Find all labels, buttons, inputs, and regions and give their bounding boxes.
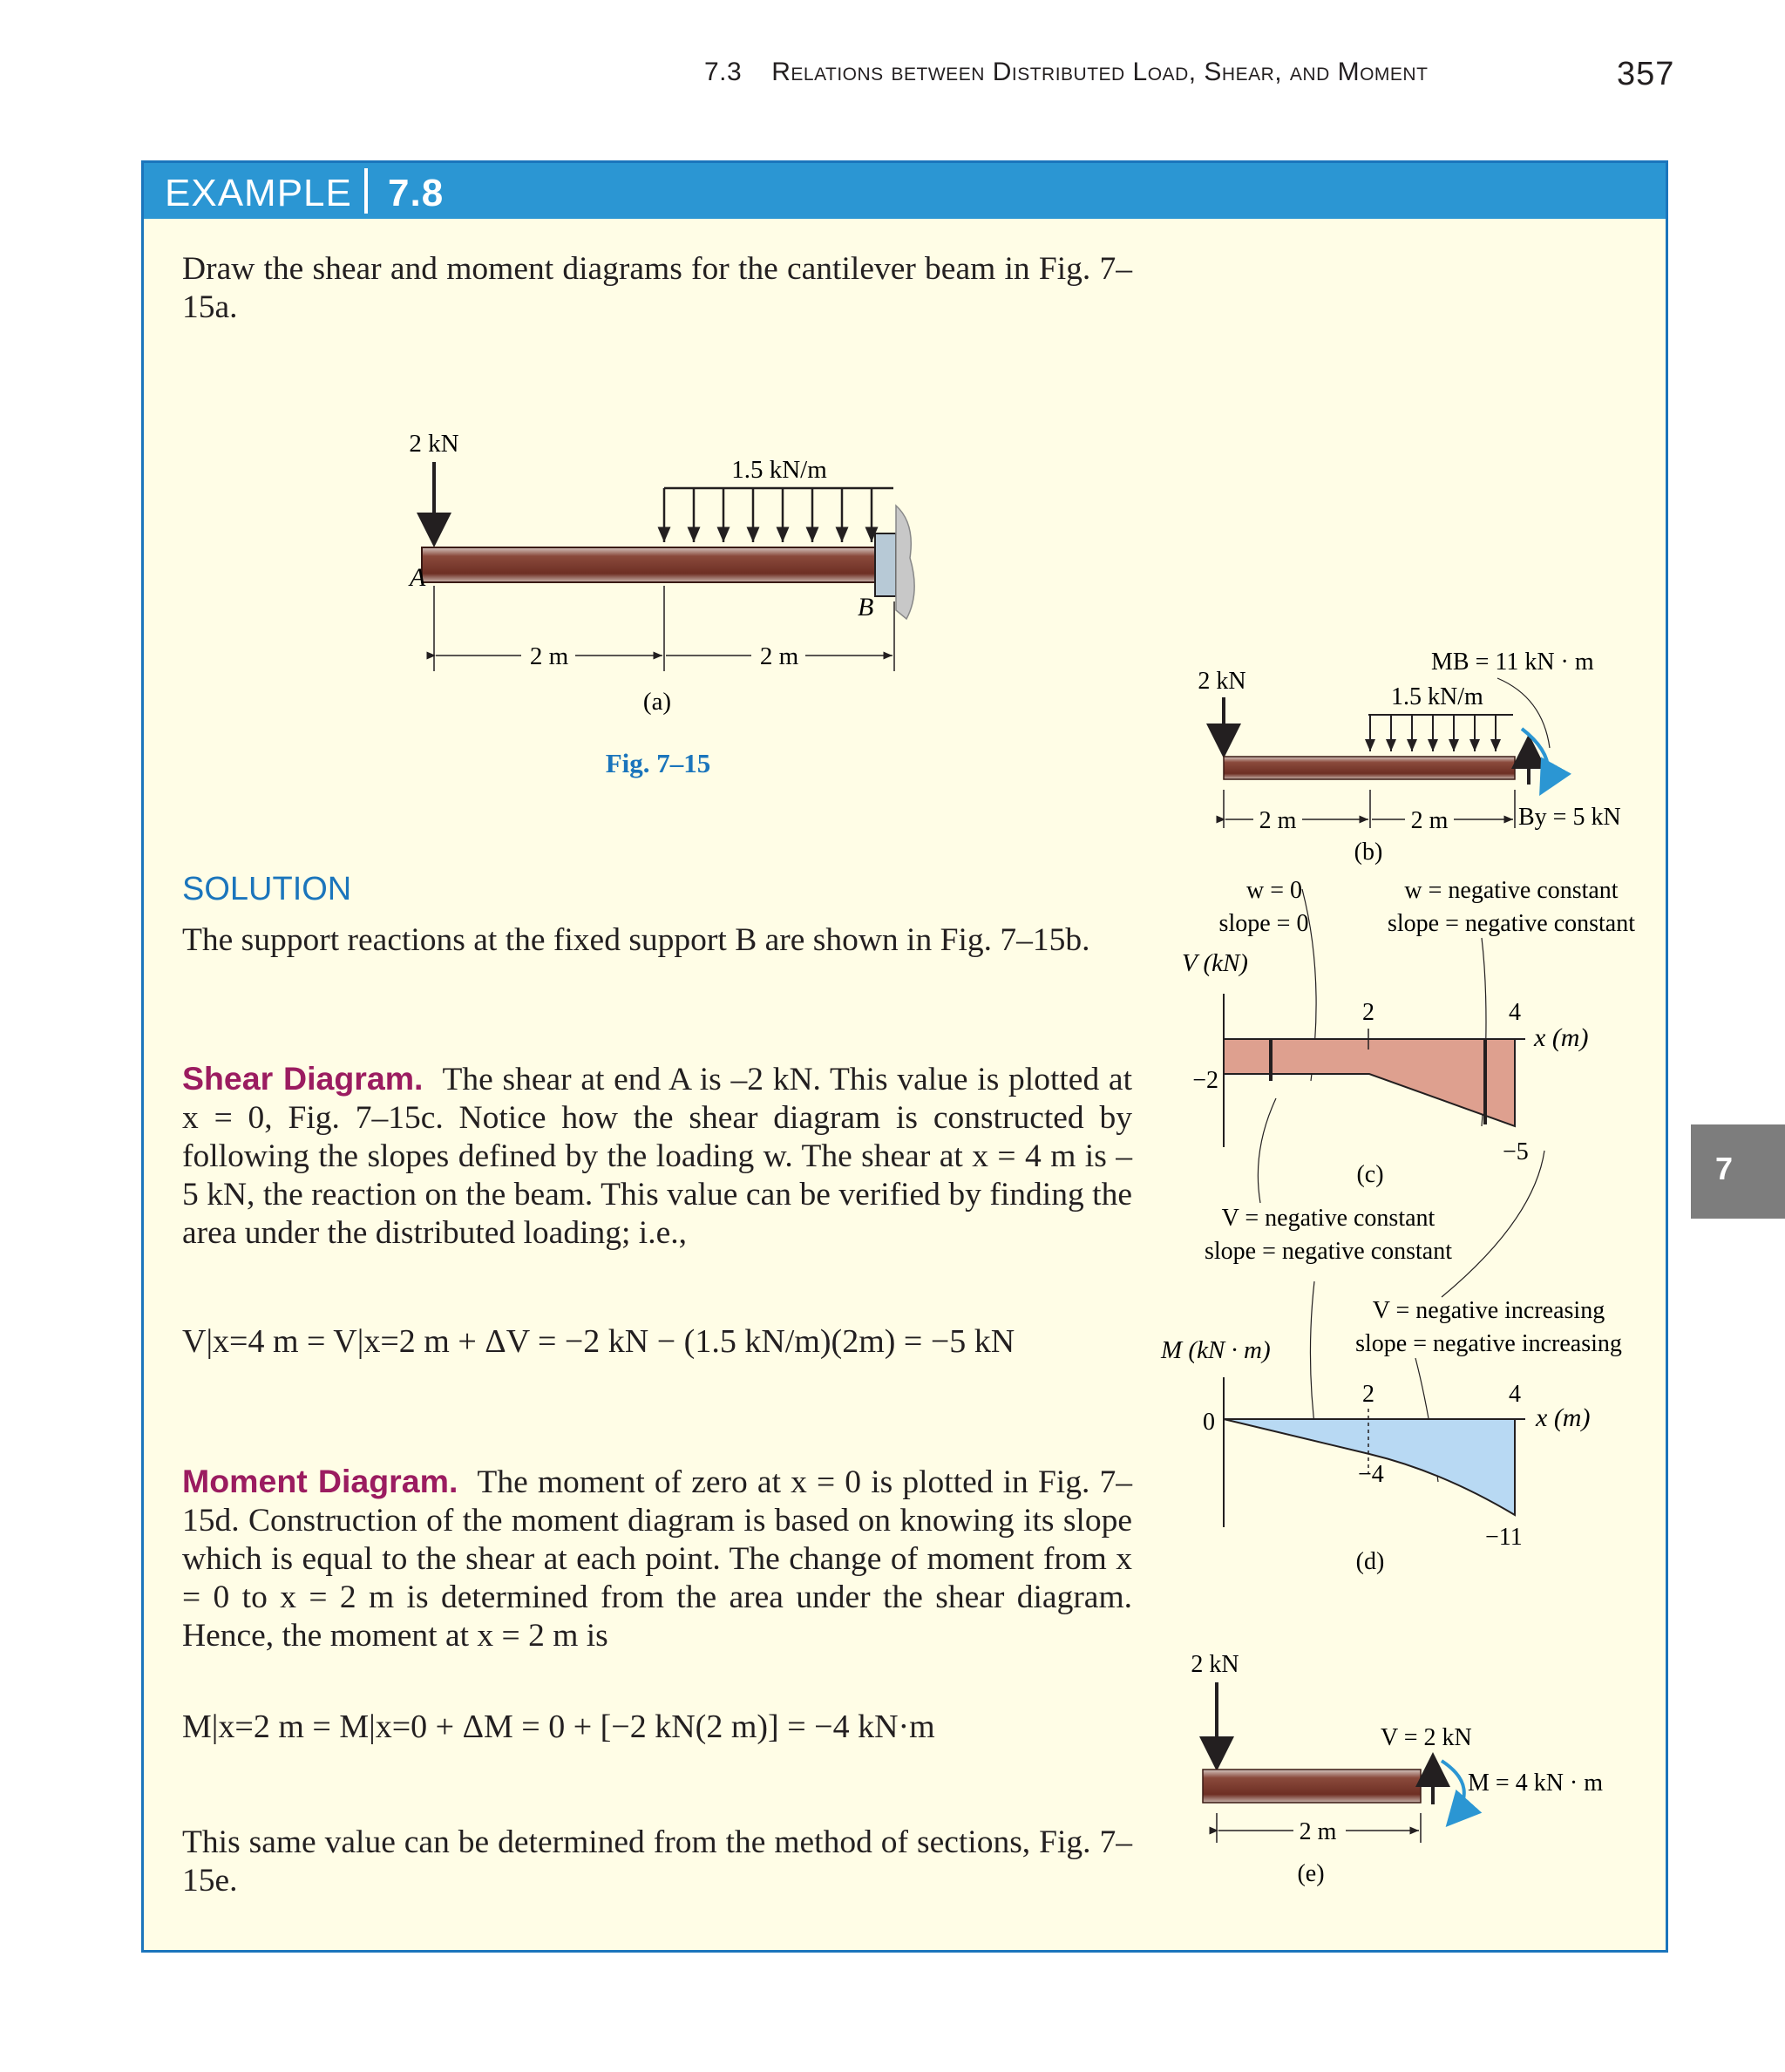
figure-b: [1198, 649, 1620, 866]
fig-e-moment-arrow: [1442, 1761, 1464, 1822]
closing-text: This same value can be determined from the method of sections, Fig. 7–15e.: [182, 1824, 1132, 1899]
chapter-number: 7: [1715, 1151, 1734, 1186]
annot-slope-zero: slope = 0: [1218, 910, 1309, 937]
problem-statement: Draw the shear and moment diagrams for the cantilever beam in Fig. 7–15a.: [182, 251, 1132, 325]
annot-v-negative-constant: V = negative constant: [1221, 1205, 1435, 1232]
fig-e-dim: 2 m: [1299, 1818, 1337, 1845]
equation-shear: V|x=4 m = V|x=2 m + ΔV = −2 kN − (1.5 kN/m)(2m) = −5 kN: [182, 1323, 1015, 1360]
fig-b-point-load-label: 2 kN: [1198, 668, 1246, 695]
fig-b-reaction-label: By = 5 kN: [1518, 804, 1621, 831]
annot-slope-negative: slope = negative constant: [1387, 910, 1636, 937]
fig-c-value-minus2: −2: [1192, 1067, 1218, 1094]
fig-a-dist-load-arrows: [664, 488, 872, 542]
fig-c-ylabel: V (kN): [1182, 949, 1248, 977]
fig-e-beam-segment: [1203, 1770, 1421, 1803]
fig-b-moment-leader: [1497, 678, 1550, 748]
fig-a-caption: (a): [642, 688, 672, 716]
fig-a-dim2: 2 m: [759, 642, 799, 670]
solution-label: SOLUTION: [182, 871, 352, 907]
fig-b-dim2: 2 m: [1410, 807, 1449, 834]
fig-b-dist-load-label: 1.5 kN/m: [1391, 683, 1483, 710]
shear-diagram-area: [1224, 1039, 1515, 1126]
fig-a-dist-load-label: 1.5 kN/m: [731, 456, 827, 484]
section-number: 7.3: [704, 58, 743, 86]
shear-heading: Shear Diagram.: [182, 1060, 424, 1097]
annot-v-negative-increasing: V = negative increasing: [1372, 1297, 1605, 1324]
moment-heading: Moment Diagram.: [182, 1463, 458, 1499]
figure-e-section: [1191, 1651, 1603, 1887]
fig-a-label-b: B: [858, 593, 874, 622]
figure-c-shear: [1182, 949, 1588, 1188]
fig-d-xlabel: x (m): [1536, 1403, 1591, 1432]
annot-w-zero: w = 0: [1245, 877, 1303, 904]
moment-text: The moment of zero at x = 0 is plotted in Fig. 7–15d. Construction of the moment diagram is based on knowing its slope which is equal to the shear at each point. The change of moment from x = 0 to x = 2 m is determined from the area under the shear diagram. Hence, the moment at x = 2 m is: [182, 1464, 1132, 1654]
fig-c-tick2-label: 2: [1362, 999, 1374, 1026]
fig-e-shear-label: V = 2 kN: [1381, 1724, 1472, 1751]
fig-d-tick2-label: 2: [1362, 1381, 1374, 1408]
fig-a-dim1: 2 m: [529, 642, 569, 670]
fig-d-value-minus11: −11: [1485, 1524, 1523, 1551]
shear-text: The shear at end A is –2 kN. This value is plotted at x = 0, Fig. 7–15c. Notice how the shear diagram is constructed by following the slopes defined by the loading w. The shear at x = 4 m is –5 kN, the reaction on the beam. This value can be verified by finding the area under the distributed loading; i.e.,: [182, 1062, 1132, 1251]
fig-a-label-a: A: [410, 563, 426, 592]
fig-b-moment-label: MB = 11 kN · m: [1431, 649, 1594, 676]
fig-b-moment-arrow: [1522, 729, 1548, 790]
fig-c-value-minus5: −5: [1503, 1138, 1529, 1165]
figure-d-moment: [1160, 1336, 1590, 1575]
fig-b-caption: (b): [1354, 839, 1383, 866]
solution-text: The support reactions at the fixed support B are shown in Fig. 7–15b.: [182, 922, 1090, 958]
annot-slope-negative-increasing: slope = negative increasing: [1355, 1330, 1622, 1357]
fig-b-dist-load-arrows: [1370, 715, 1496, 751]
fig-d-caption: (d): [1355, 1548, 1385, 1575]
annotation-leaders: [1258, 889, 1544, 1482]
fig-e-caption: (e): [1297, 1860, 1325, 1887]
fig-d-value-minus4: −4: [1358, 1461, 1384, 1488]
example-word: EXAMPLE: [165, 172, 352, 214]
fig-b-dim1: 2 m: [1259, 807, 1297, 834]
example-number: 7.8: [388, 172, 445, 214]
fig-a-point-load-label: 2 kN: [409, 430, 459, 458]
fig-c-xlabel: x (m): [1534, 1023, 1589, 1052]
figure-label: Fig. 7–15: [605, 748, 711, 778]
fig-d-value-zero: 0: [1203, 1409, 1215, 1436]
section-title: Relations between Distributed Load, Shear, and Moment: [771, 58, 1429, 86]
fig-a-wall: [896, 506, 914, 619]
fig-c-caption: (c): [1356, 1161, 1384, 1188]
fig-d-ylabel: M (kN · m): [1161, 1336, 1271, 1364]
fig-a-fixed-plate: [875, 533, 896, 596]
fig-e-point-load-label: 2 kN: [1191, 1651, 1239, 1678]
page-number: 357: [1617, 56, 1675, 92]
fig-e-moment-label: M = 4 kN · m: [1468, 1770, 1604, 1797]
annot-w-negative: w = negative constant: [1404, 877, 1619, 904]
fig-a-dimension-lines: [434, 586, 894, 671]
fig-c-tick4-label: 4: [1509, 999, 1521, 1026]
fig-b-beam: [1224, 757, 1515, 779]
fig-a-beam: [422, 547, 875, 582]
figure-a: [408, 430, 914, 778]
fig-d-tick4-label: 4: [1509, 1381, 1521, 1408]
equation-moment: M|x=2 m = M|x=0 + ΔM = 0 + [−2 kN(2 m)] = −4 kN·m: [182, 1709, 935, 1745]
slope-annotations: [1205, 877, 1635, 1357]
annot-slope-negative-constant: slope = negative constant: [1204, 1238, 1453, 1265]
